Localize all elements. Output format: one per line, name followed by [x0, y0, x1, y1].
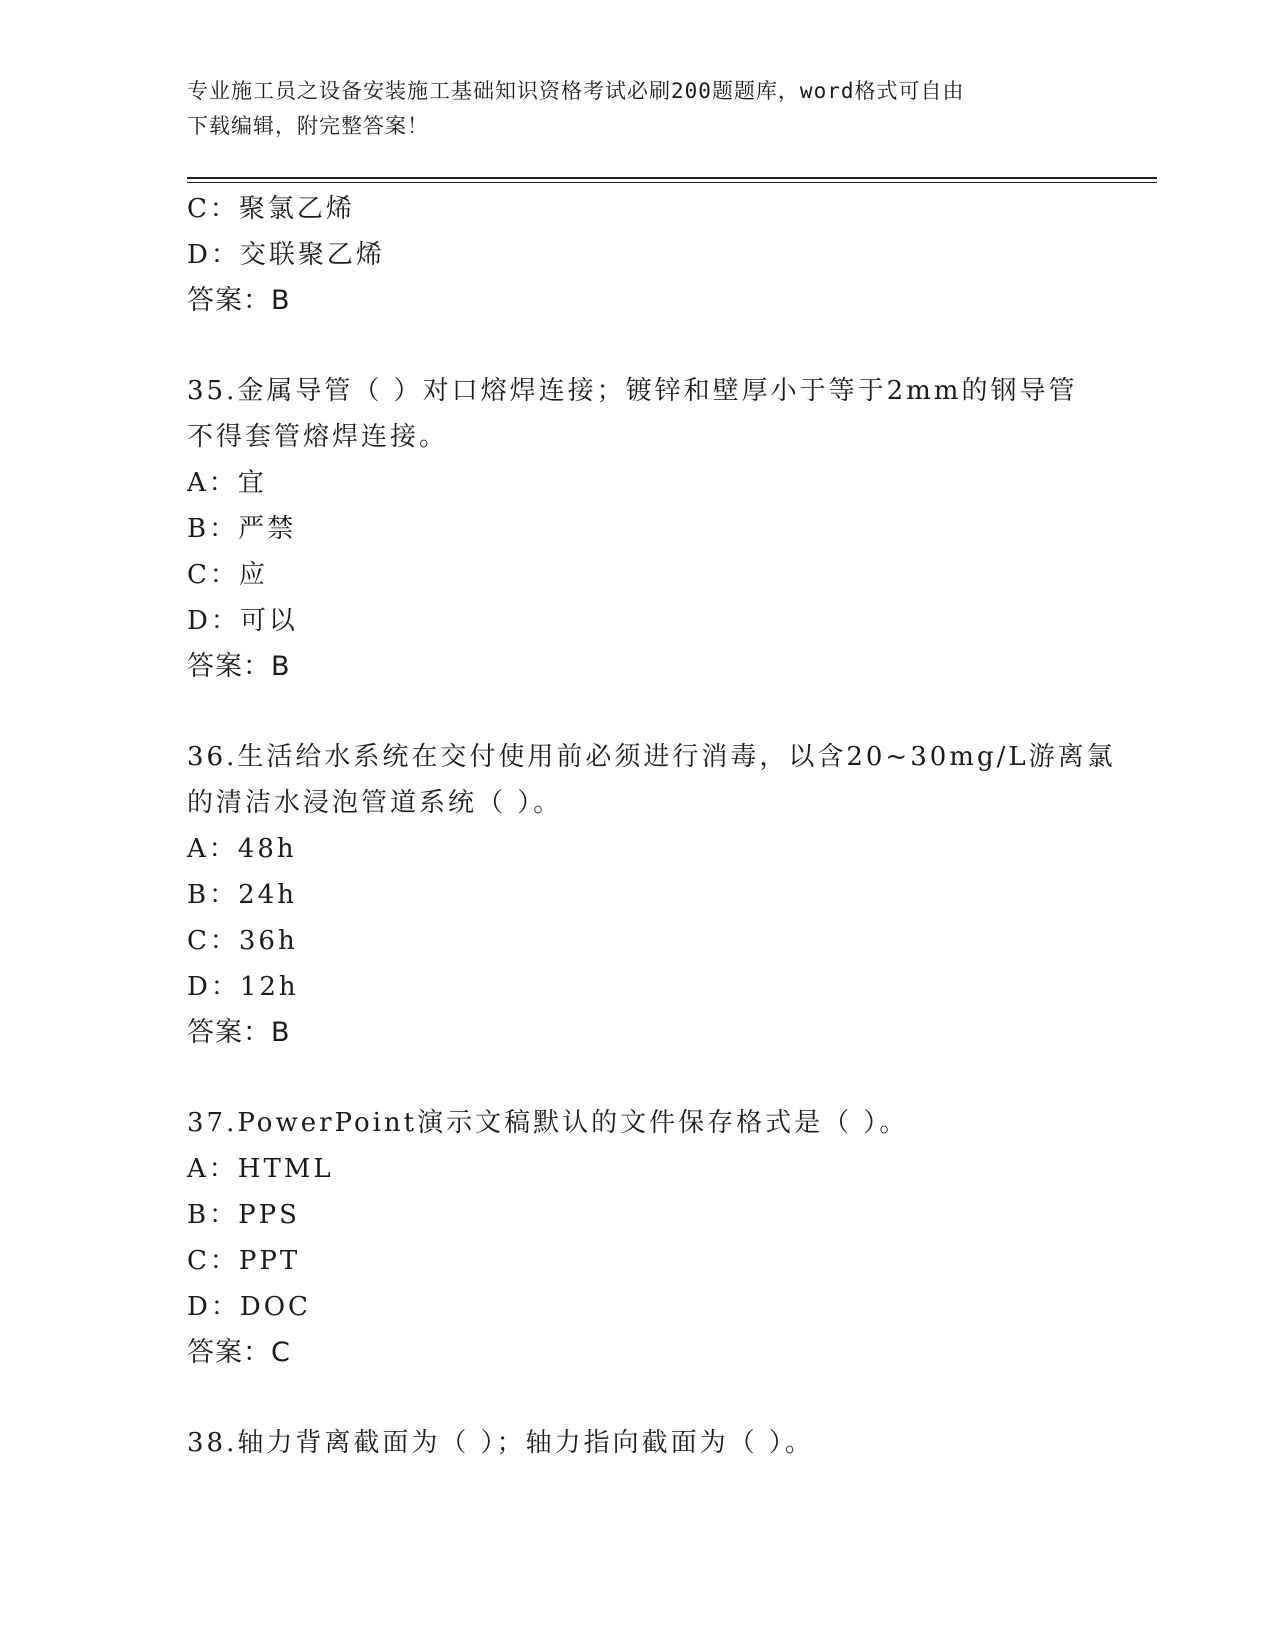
question-stem-line: 35.金属导管（ ）对口熔焊连接；镀锌和壁厚小于等于2mm的钢导管: [187, 376, 1078, 406]
header-divider-thin: [187, 182, 1157, 183]
option-c: C：PPT: [187, 1246, 301, 1276]
option-d: D：12h: [187, 972, 299, 1002]
answer-line: 答案：B: [187, 1017, 291, 1048]
document-header: [187, 74, 1087, 144]
option-d: D：DOC: [187, 1292, 311, 1322]
option-b: B：PPS: [187, 1200, 300, 1230]
question-37: [187, 1100, 1087, 1376]
answer-line: 答案：C: [187, 1337, 291, 1368]
spacer: [187, 1376, 1087, 1420]
question-stem-line: 的清洁水浸泡管道系统（ ）。: [187, 788, 563, 818]
header-divider-thick: [187, 177, 1157, 179]
question-stem-line: 38.轴力背离截面为（ ）；轴力指向截面为（ ）。: [187, 1428, 814, 1458]
answer-line: 答案：B: [187, 285, 291, 316]
question-35: [187, 368, 1087, 690]
header-line-2: 下载编辑，附完整答案！: [187, 114, 429, 138]
question-34-continuation: [187, 186, 1087, 324]
question-stem-line: 不得套管熔焊连接。: [187, 422, 449, 452]
spacer: [187, 1056, 1087, 1100]
spacer: [187, 324, 1087, 368]
option-a: A：HTML: [187, 1154, 334, 1184]
question-36: [187, 734, 1116, 1056]
question-stem-line: 37.PowerPoint演示文稿默认的文件保存格式是（ ）。: [187, 1108, 909, 1138]
option-c: C：应: [187, 560, 268, 590]
question-list: [187, 186, 1116, 1466]
answer-line: 答案：B: [187, 651, 291, 682]
header-line-1: 专业施工员之设备安装施工基础知识资格考试必刷200题题库，word格式可自由: [187, 79, 965, 103]
option-b: B：严禁: [187, 514, 297, 544]
option-c: C：36h: [187, 926, 298, 956]
option-d: D：交联聚乙烯: [187, 240, 385, 270]
option-d: D：可以: [187, 606, 298, 636]
question-stem-line: 36.生活给水系统在交付使用前必须进行消毒，以含20~30mg/L游离氯: [187, 742, 1116, 772]
spacer: [187, 690, 1087, 734]
option-c: C：聚氯乙烯: [187, 194, 355, 224]
option-a: A：48h: [187, 834, 297, 864]
option-b: B：24h: [187, 880, 297, 910]
question-38: [187, 1420, 1087, 1466]
option-a: A：宜: [187, 468, 267, 498]
